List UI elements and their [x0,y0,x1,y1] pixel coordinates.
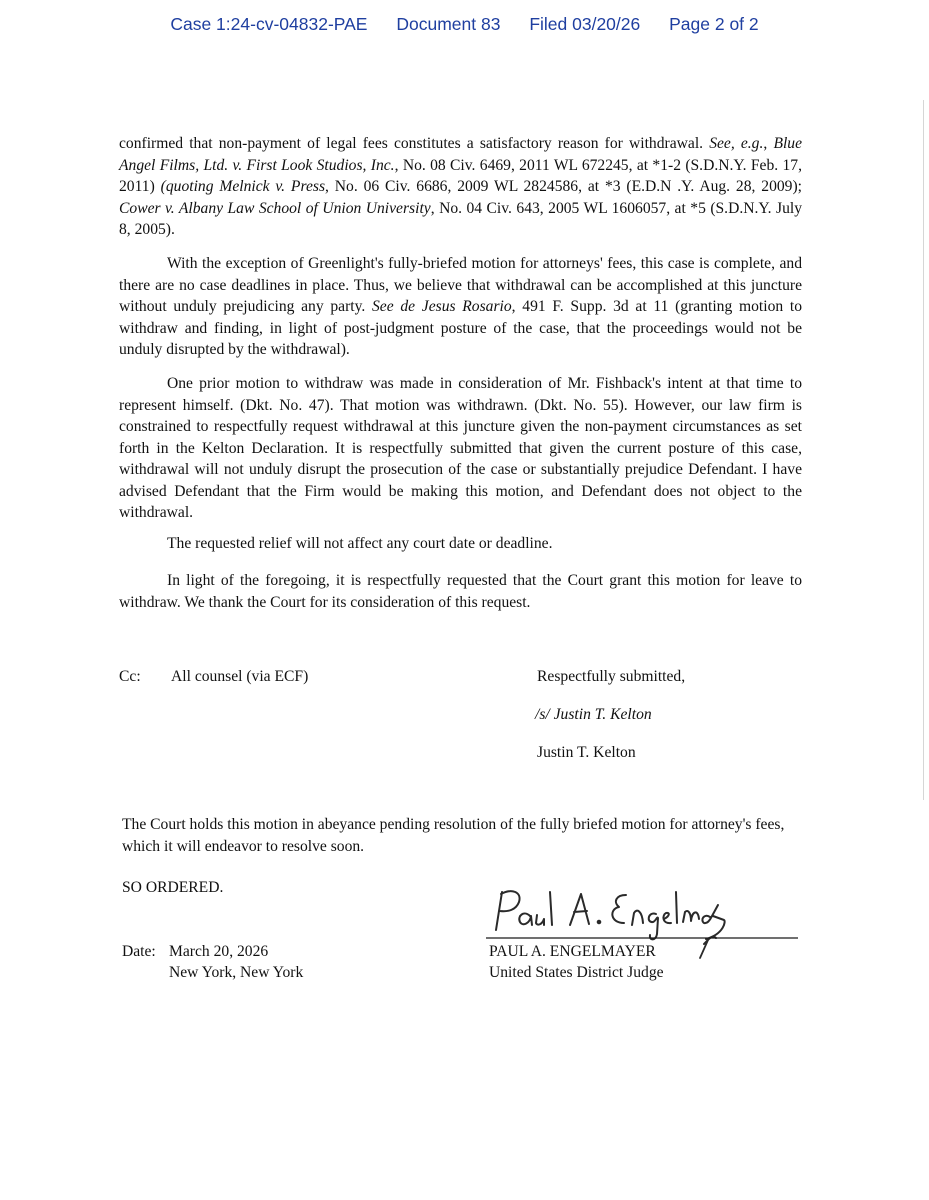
judge-name: PAUL A. ENGELMAYER [489,943,656,960]
citation-text: , No. 08 Civ. 6469, 2011 WL 672245, at *1-2 (S.D.N.Y. Feb. 17, 2011) [119,156,802,195]
case-number: Case 1:24-cv-04832-PAE [170,14,368,34]
court-order-text: The Court holds this motion in abeyance pending resolution of the fully briefed motion for attorney's fees, which it will endeavor to resolve soon. [122,816,785,855]
electronic-signature: /s/ Justin T. Kelton [535,706,652,723]
separator: , [763,135,774,152]
case-name-blue-angel: Blue Angel Films, Ltd. v. First Look Studios, Inc. [119,135,803,174]
paragraph-5: In light of the foregoing, it is respectfully requested that the Court grant this motion for leave to withdraw. We thank the Court for its consideration of this request. [119,572,802,611]
citation-signal: See, e.g. [709,135,764,152]
case-name-de-jesus-rosario: See de Jesus Rosario [372,298,512,315]
cc-label: Cc: [119,668,141,685]
case-name-melnick: (quoting Melnick v. Press [160,178,326,195]
order-location: New York, New York [169,964,304,981]
cc-value: All counsel (via ECF) [171,668,309,685]
order-date: March 20, 2026 [169,943,269,960]
document-number: Document 83 [396,14,501,34]
citation-text: , 491 F. Supp. 3d at 11 (granting motion to withdraw and finding, in light of post-judgment posture of the case, that the proceedings would not be unduly disrupted by the withdrawal). [119,298,803,358]
filed-date: Filed 03/20/26 [529,14,641,34]
citation-text: , No. 06 Civ. 6686, 2009 WL 2824586, at *3 (E.D.N .Y. Aug. 28, 2009); [325,178,802,195]
so-ordered: SO ORDERED. [122,879,224,896]
paragraph-1-text: confirmed that non-payment of legal fees constitutes a satisfactory reason for withdrawal. [119,135,710,152]
closing: Respectfully submitted, [537,668,686,685]
date-label: Date: [122,943,156,960]
paragraph-2-text: With the exception of Greenlight's fully-briefed motion for attorneys' fees, this case is complete, and there are no case deadlines in place. Thus, we believe that withdrawal can be accomplished at this juncture without unduly prejudicing any party. [119,255,802,315]
paragraph-4: The requested relief will not affect any court date or deadline. [167,535,553,552]
signer-name: Justin T. Kelton [537,744,636,761]
paragraph-1 [119,133,802,241]
case-header [0,14,929,35]
scan-edge-line [923,100,924,800]
case-name-cower: Cower v. Albany Law School of Union University [119,199,431,217]
paragraph-3: One prior motion to withdraw was made in consideration of Mr. Fishback's intent at that time to represent himself. (Dkt. No. 47). That motion was withdrawn. (Dkt. No. 55). However, our law firm is constrained to respectfully request withdrawal at this juncture given the non-payment circumstances as set forth in the Kelton Declaration. It is respectfully submitted that given the current posture of this case, withdrawal will not unduly disrupt the prosecution of the case or substantially prejudice Defendant. I have advised Defendant that the Firm would be making this motion, and Defendant does not object to the withdrawal. [119,375,802,521]
judge-title: United States District Judge [489,964,664,981]
citation-text: , No. 04 Civ. 643, 2005 WL 1606057, at *5 (S.D.N.Y. July 8, 2005). [119,199,802,238]
page-indicator: Page 2 of 2 [669,14,759,34]
paragraph-2 [119,253,802,361]
